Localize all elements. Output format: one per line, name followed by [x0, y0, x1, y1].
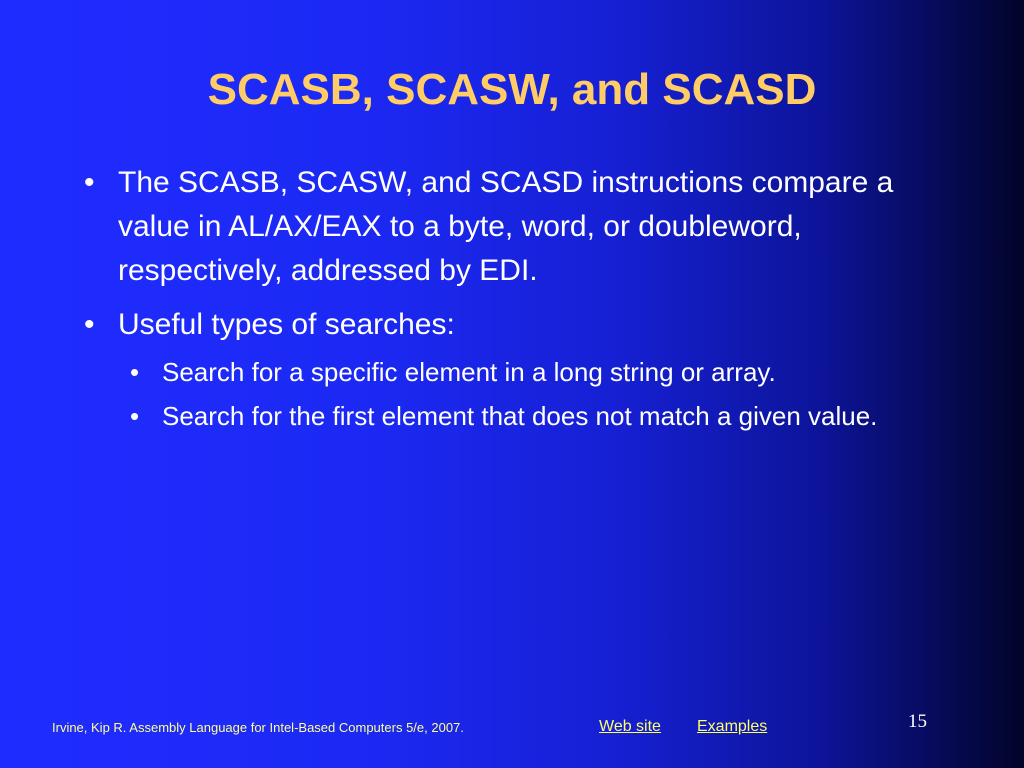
sub-bullet-marker: •	[130, 401, 140, 431]
bullet-marker: •	[84, 166, 95, 199]
bullet-text: The SCASB, SCASW, and SCASD instructions compare a value in AL/AX/EAX to a byte, word, or doubleword, respectively, addressed by EDI.	[118, 166, 894, 287]
sub-bullet-text: Search for the first element that does not match a given value.	[162, 401, 878, 431]
sub-bullet-list	[118, 353, 898, 435]
bullet-item	[78, 161, 898, 293]
sub-bullet-item	[118, 397, 898, 435]
bullet-list	[78, 161, 898, 445]
website-link[interactable]: Web site	[599, 718, 661, 735]
sub-bullet-text: Search for a specific element in a long string or array.	[162, 357, 776, 387]
examples-link[interactable]: Examples	[697, 718, 768, 735]
sub-bullet-marker: •	[130, 357, 140, 387]
bullet-item	[78, 303, 898, 435]
footer-citation: Irvine, Kip R. Assembly Language for Intel-Based Computers 5/e, 2007.	[52, 720, 464, 735]
slide-title: SCASB, SCASW, and SCASD	[207, 65, 817, 115]
page-number: 15	[908, 711, 927, 732]
bullet-text: Useful types of searches:	[118, 308, 455, 341]
sub-bullet-item	[118, 353, 898, 391]
bullet-marker: •	[84, 308, 95, 341]
